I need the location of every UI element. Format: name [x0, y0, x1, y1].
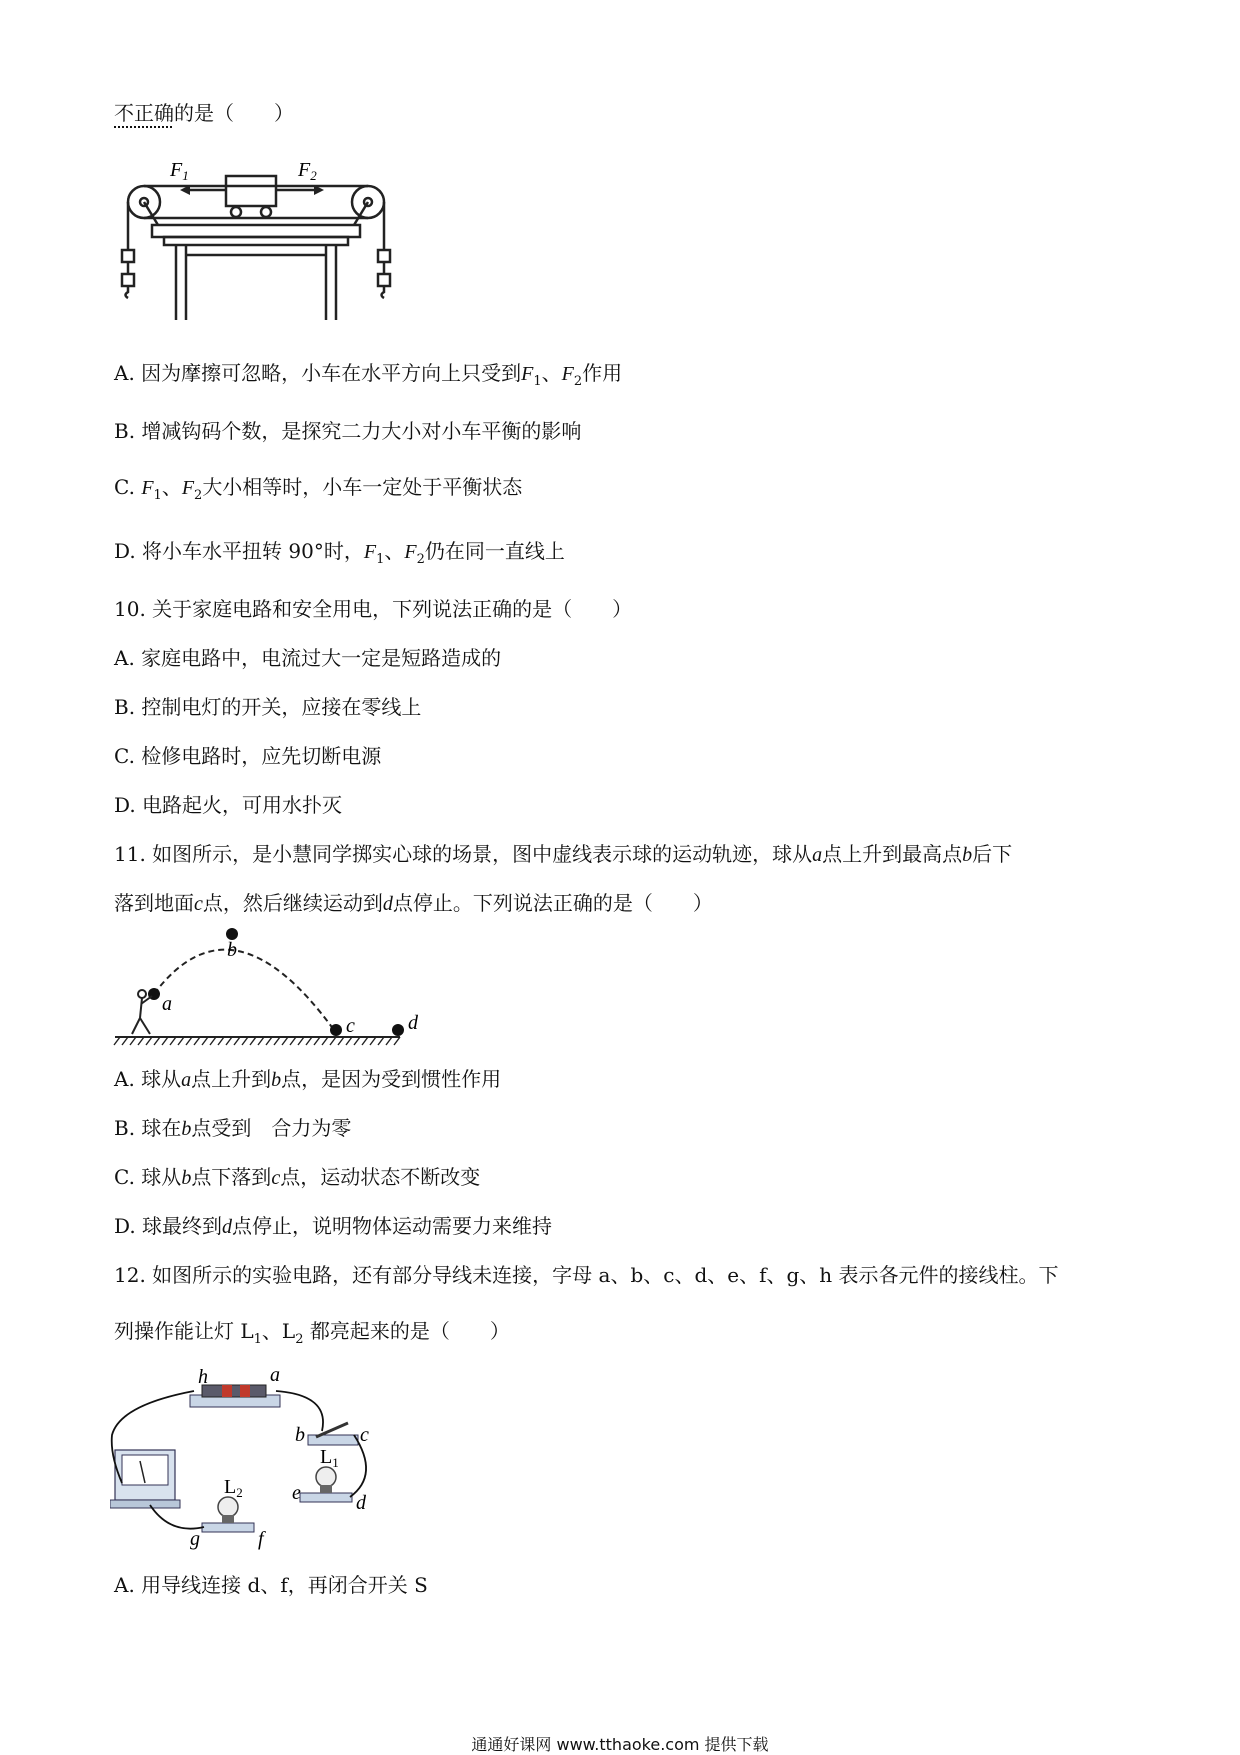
- q9-a-sub1: 1: [533, 374, 542, 389]
- q9-c-suffix: 大小相等时，小车一定处于平衡状态: [202, 475, 523, 499]
- q9-a-sub2: 2: [573, 374, 583, 389]
- q12-stem-line1: 12. 如图所示的实验电路，还有部分导线未连接，字母 a、b、c、d、e、f、g、h 表示各元件的接线柱。下: [114, 1263, 1059, 1287]
- page-footer: 通通好课网 www.tthaoke.com 提供下载: [471, 1735, 769, 1754]
- q9-a-suffix: 作用: [582, 361, 623, 385]
- q9-c-var1: F: [141, 477, 154, 499]
- q9-a-sep: 、: [541, 361, 562, 385]
- q9-stem-emphasis: 不正确: [114, 101, 174, 125]
- q11-d-p1: D. 球最终到: [114, 1214, 223, 1238]
- q12-l2-l1-sub: 1: [253, 1332, 262, 1347]
- q11-fig-label-a: a: [162, 993, 172, 1015]
- q11-b-v1: b: [181, 1118, 192, 1140]
- q11-l2-p3: 点停止。下列说法正确的是（ ）: [392, 891, 713, 915]
- q10-option-c: C. 检修电路时，应先切断电源: [114, 744, 382, 768]
- q10-option-b: B. 控制电灯的开关，应接在零线上: [114, 695, 422, 719]
- q9-c-sub1: 1: [153, 488, 162, 503]
- q12-l2-sep: 、: [261, 1319, 282, 1343]
- q9-stem-rest: 的是（ ）: [174, 101, 294, 125]
- q12-fig-label-f: f: [258, 1528, 264, 1550]
- q11-stem-line1: [114, 841, 1012, 868]
- q9-stem: [114, 100, 294, 126]
- q11-c-p3: 点，运动状态不断改变: [280, 1165, 481, 1189]
- q11-b-p1: B. 球在: [114, 1116, 182, 1140]
- q11-c-v1: b: [181, 1167, 192, 1189]
- q11-a-p1: A. 球从: [114, 1067, 182, 1091]
- q11-option-b: [114, 1115, 351, 1142]
- q9-cart-table-figure: [110, 150, 400, 325]
- q9-d-suffix: 仍在同一直线上: [424, 539, 565, 563]
- q9-a-prefix: A. 因为摩擦可忽略，小车在水平方向上只受到: [114, 361, 522, 385]
- q11-fig-label-d: d: [408, 1012, 418, 1034]
- q11-l1-p3: 后下: [972, 842, 1013, 866]
- q9-d-prefix: D. 将小车水平扭转 90°时，: [114, 539, 364, 563]
- q12-l2-p1: 列操作能让灯: [114, 1319, 241, 1343]
- q9-option-d: [114, 538, 565, 573]
- q9-a-var1: F: [521, 363, 534, 385]
- q12-option-a: A. 用导线连接 d、f，再闭合开关 S: [114, 1573, 428, 1597]
- q12-fig-label-e: e: [292, 1482, 301, 1504]
- q11-a-v1: a: [181, 1069, 192, 1091]
- q9-d-sub1: 1: [376, 552, 385, 567]
- q12-fig-label-l1: $L_1$: [320, 1446, 339, 1470]
- q9-fig-f1-label: $F_1$: [170, 159, 189, 183]
- q11-l1-b: b: [962, 844, 973, 866]
- q11-ball-trajectory-figure: [110, 922, 430, 1047]
- q12-l2-l2: L: [281, 1319, 296, 1343]
- q11-option-a: [114, 1066, 501, 1093]
- q9-fig-f2-label: $F_2$: [298, 159, 317, 183]
- q9-option-c: [114, 474, 522, 509]
- q12-fig-label-a: a: [270, 1365, 280, 1386]
- q11-a-p2: 点上升到: [191, 1067, 272, 1091]
- q9-d-sep: 、: [384, 539, 405, 563]
- q9-d-var1: F: [363, 541, 377, 563]
- q12-fig-label-c: c: [360, 1424, 369, 1446]
- q11-c-p2: 点下落到: [191, 1165, 272, 1189]
- q11-c-p1: C. 球从: [114, 1165, 182, 1189]
- q11-c-v2: c: [271, 1167, 281, 1189]
- q9-c-prefix: C.: [114, 475, 142, 499]
- q9-option-a: [114, 360, 622, 395]
- q9-option-b: B. 增减钩码个数，是探究二力大小对小车平衡的影响: [114, 419, 582, 443]
- q11-l2-c: c: [194, 893, 203, 915]
- q11-l2-p2: 点，然后继续运动到: [202, 891, 383, 915]
- q11-d-v1: d: [222, 1216, 233, 1238]
- q12-stem-line2: [114, 1318, 510, 1353]
- q9-c-sub2: 2: [194, 488, 203, 503]
- q11-stem-line2: [114, 890, 713, 917]
- q12-fig-label-l2: $L_2$: [224, 1476, 243, 1500]
- q11-a-v2: b: [271, 1069, 282, 1091]
- q11-l1-a: a: [812, 844, 823, 866]
- q11-l1-p2: 点上升到最高点: [822, 842, 963, 866]
- q11-fig-label-b: b: [227, 939, 237, 961]
- q12-l2-p2: 都亮起来的是（ ）: [303, 1319, 510, 1343]
- q9-c-var2: F: [181, 477, 195, 499]
- q11-fig-label-c: c: [346, 1015, 355, 1037]
- q9-a-var2: F: [561, 363, 574, 385]
- q10-option-d: D. 电路起火，可用水扑灭: [114, 793, 343, 817]
- q10-stem: 10. 关于家庭电路和安全用电，下列说法正确的是（ ）: [114, 597, 633, 621]
- q11-option-c: [114, 1164, 480, 1191]
- q12-fig-label-h: h: [198, 1366, 208, 1388]
- q11-option-d: [114, 1213, 552, 1240]
- q11-l2-d: d: [382, 893, 393, 915]
- q12-fig-label-d: d: [356, 1492, 366, 1514]
- q9-c-sep: 、: [161, 475, 182, 499]
- q12-l2-l1: L: [240, 1319, 254, 1343]
- q9-d-var2: F: [404, 541, 417, 563]
- q12-l2-l2-sub: 2: [295, 1332, 304, 1347]
- q12-fig-label-g: g: [190, 1528, 200, 1550]
- q11-a-p3: 点，是因为受到惯性作用: [281, 1067, 502, 1091]
- q11-l2-p1: 落到地面: [114, 891, 194, 915]
- q11-l1-p1: 11. 如图所示，是小慧同学掷实心球的场景，图中虚线表示球的运动轨迹，球从: [114, 842, 813, 866]
- q11-b-p2: 点受到 合力为零: [191, 1116, 352, 1140]
- q12-circuit-figure: [110, 1365, 410, 1555]
- q9-d-sub2: 2: [416, 552, 425, 567]
- q11-d-p2: 点停止，说明物体运动需要力来维持: [232, 1214, 553, 1238]
- q10-option-a: A. 家庭电路中，电流过大一定是短路造成的: [114, 646, 502, 670]
- q12-fig-label-b: b: [295, 1424, 305, 1446]
